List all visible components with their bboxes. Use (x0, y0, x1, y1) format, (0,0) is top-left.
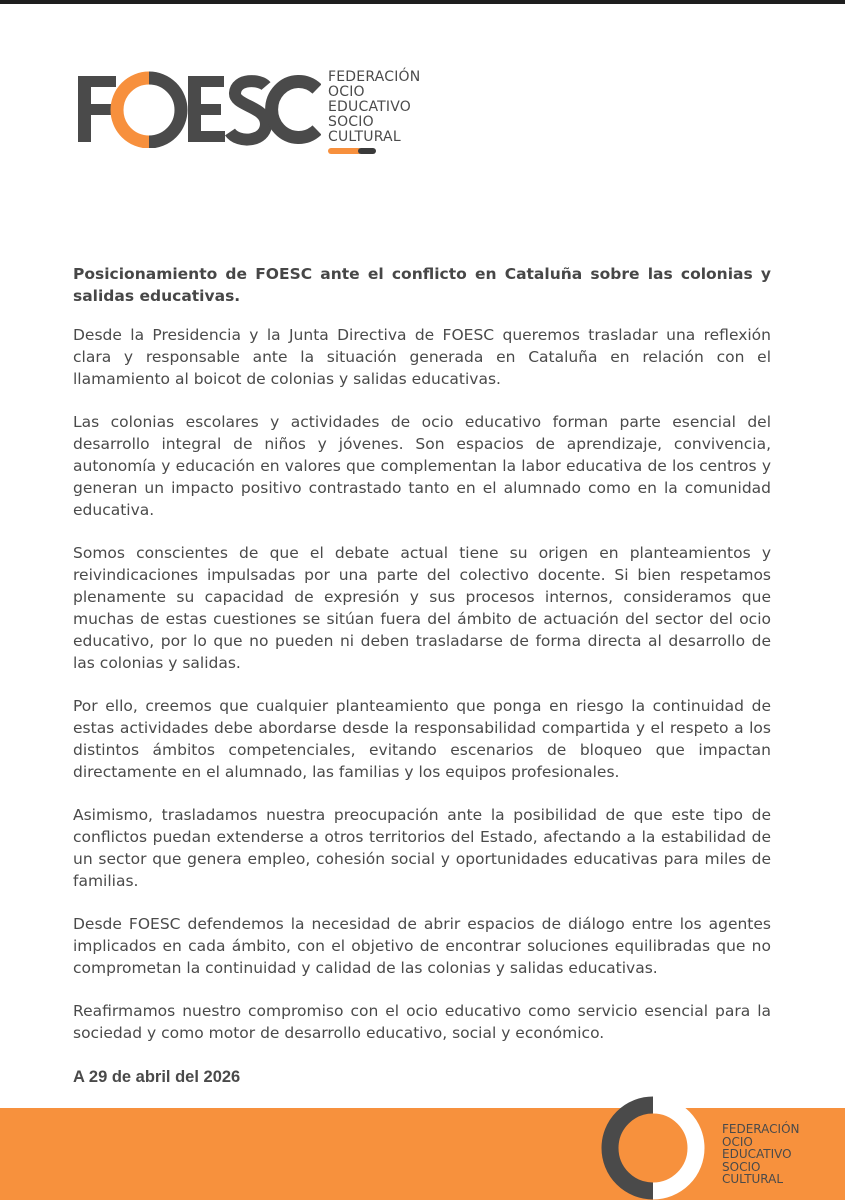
document-date: A 29 de abril del 2026 (73, 1068, 241, 1086)
paragraph: Las colonias escolares y actividades de ocio educativo forman parte esencial del desarrollo integral de niños y jóvenes. Son espacios de aprendizaje, convivencia, autonomía y educación en valores que complementan la labor educativa de los centros y generan un impacto positivo contrastado tanto en el alumnado como en la comunidad educativa. (73, 413, 771, 519)
paragraph: Desde la Presidencia y la Junta Directiva de FOESC queremos trasladar una reflexión clara y responsable ante la situación generada en Cataluña en relación con el llamamiento al boicot de colonias y salidas educativas. (73, 326, 771, 388)
document-body (73, 263, 771, 1087)
foesc-logo (76, 70, 436, 160)
tagline-line: CULTURAL (722, 1172, 784, 1186)
paragraph: Desde FOESC defendemos la necesidad de abrir espacios de diálogo entre los agentes implicados en cada ámbito, con el objetivo de encontrar soluciones equilibradas que no comprometan la continuidad y calidad de las colonias y salidas educativas. (73, 915, 771, 977)
tagline-line: OCIO (328, 84, 365, 100)
paragraph: Reafirmamos nuestro compromiso con el ocio educativo como servicio esencial para la sociedad y como motor de desarrollo educativo, social y económico. (73, 1002, 771, 1042)
paragraph: Somos conscientes de que el debate actual tiene su origen en planteamientos y reivindicaciones impulsadas por una parte del colectivo docente. Si bien respetamos plenamente su capacidad de expresión y sus procesos internos, consideramos que muchas de estas cuestiones se sitúan fuera del ámbito de actuación del sector del ocio educativo, por lo que no pueden ni deben trasladarse de forma directa al desarrollo de las colonias y salidas. (73, 544, 771, 672)
footer-tagline (722, 1123, 832, 1186)
logo-tagline (328, 70, 448, 145)
tagline-line: CULTURAL (328, 129, 401, 145)
tagline-line: OCIO (722, 1134, 753, 1149)
document-heading: Posicionamiento de FOESC ante el conflicto en Cataluña sobre las colonias y salidas educativas. (73, 265, 771, 305)
tagline-line: SOCIO (328, 114, 374, 130)
logo-accent-bar (328, 148, 376, 154)
paragraph: Por ello, creemos que cualquier planteamiento que ponga en riesgo la continuidad de estas actividades debe abordarse desde la responsabilidad compartida y el respeto a los distintos ámbitos competenciales, evitando escenarios de bloqueo que impactan directamente en el alumnado, las familias y los equipos profesionales. (73, 697, 771, 781)
foesc-wordmark (76, 70, 321, 148)
tagline-line: SOCIO (722, 1159, 761, 1174)
top-border (0, 0, 845, 4)
tagline-line: EDUCATIVO (722, 1147, 792, 1161)
paragraph: Asimismo, trasladamos nuestra preocupación ante la posibilidad de que este tipo de conflictos puedan extenderse a otros territorios del Estado, afectando a la estabilidad de un sector que genera empleo, cohesión social y oportunidades educativas para miles de familias. (73, 806, 771, 890)
tagline-line: FEDERACIÓN (722, 1122, 800, 1136)
footer-band (0, 1108, 845, 1200)
tagline-line: FEDERACIÓN (328, 69, 421, 85)
tagline-line: EDUCATIVO (328, 99, 411, 115)
footer-logo-ring-icon (600, 1096, 706, 1200)
